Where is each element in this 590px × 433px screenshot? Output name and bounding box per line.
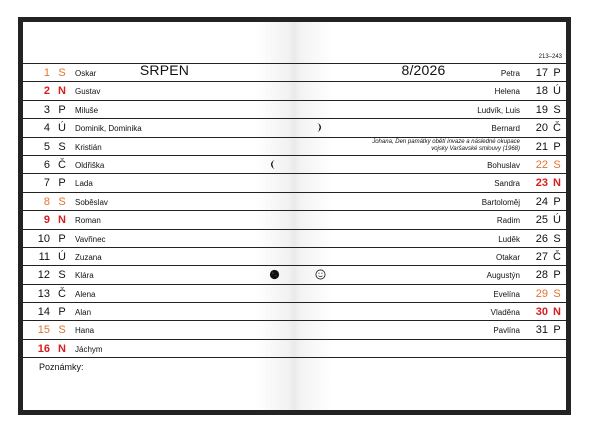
left-weekday: Č [58,158,66,171]
right-weekday: Č [553,122,561,135]
day-rows [23,63,566,358]
left-weekday: P [58,177,66,190]
right-day-number: 23 [535,177,548,190]
right-weekday: Č [553,250,561,263]
day-row [23,100,566,118]
day-row [23,192,566,210]
notes-divider [23,357,566,358]
right-nameday: Helena [494,87,520,97]
left-weekday: S [58,269,66,282]
first-quarter-moon-icon [312,122,323,133]
left-nameday: Jáchym [75,344,103,354]
day-of-year-range: 213–243 [538,54,562,60]
left-day-number: 3 [43,103,50,116]
right-day-number: 17 [535,67,548,79]
left-nameday: Oldřiška [75,160,105,170]
right-weekday: Ú [553,85,561,98]
right-nameday: Radim [496,216,520,226]
left-nameday: Klára [75,271,94,281]
left-weekday: P [58,103,66,116]
day-row [23,155,566,173]
right-day-number: 18 [535,85,548,98]
day-row [23,284,566,302]
left-weekday: Ú [58,250,66,263]
planner-cover [18,17,571,415]
left-day-number: 14 [37,306,50,319]
day-row [23,137,566,155]
last-quarter-moon-icon [269,159,280,170]
left-nameday: Hana [75,326,95,336]
left-day-number: 1 [43,67,50,79]
left-nameday: Miluše [75,105,99,115]
right-nameday: Luděk [498,234,520,244]
calendar-page-spread [23,22,566,410]
left-day-number: 7 [43,177,50,190]
right-nameday-note: Johana, Den památky obětí invaze a následné okupace vojsky Varšavské smlouvy (1968) [372,138,520,152]
day-row [23,173,566,191]
month-title: SRPEN [139,62,190,78]
left-nameday: Alan [75,308,92,318]
left-day-number: 11 [38,250,50,263]
right-day-number: 31 [535,324,548,337]
left-day-number: 13 [37,287,50,300]
right-nameday: Vladěna [490,308,520,318]
right-weekday: S [553,287,561,300]
right-day-number: 27 [535,250,548,263]
left-nameday: Alena [75,289,96,299]
left-weekday: S [58,324,66,337]
right-nameday: Bartoloměj [481,197,520,207]
right-day-number: 24 [535,195,548,208]
right-day-number: 19 [535,103,548,116]
left-day-number: 6 [43,158,50,171]
left-nameday: Oskar [75,69,97,78]
left-weekday: N [58,85,66,98]
right-weekday: S [553,232,561,245]
left-weekday: S [58,195,66,208]
right-nameday: Ludvík, Luis [477,105,520,115]
right-weekday: N [553,306,561,319]
right-day-number: 25 [535,214,548,227]
left-weekday: N [58,214,66,227]
day-row [23,210,566,228]
full-moon-icon [315,269,326,280]
right-day-number: 28 [535,269,548,282]
right-weekday: S [553,103,561,116]
day-row [23,229,566,247]
left-day-number: 10 [37,232,50,245]
right-nameday: Bernard [491,124,520,134]
right-nameday: Otakar [495,252,520,262]
left-nameday: Soběslav [75,197,108,207]
new-moon-icon [269,269,280,280]
right-day-number: 20 [535,122,548,135]
day-row [23,339,566,357]
right-day-number: 21 [535,140,548,153]
left-weekday: N [58,342,66,355]
right-day-number: 29 [535,287,548,300]
day-row [23,118,566,136]
day-row [23,265,566,283]
left-nameday: Vavřinec [75,234,106,244]
right-weekday: Ú [553,214,561,227]
right-weekday: N [553,177,561,190]
left-weekday: P [58,306,66,319]
right-nameday: Sandra [494,179,520,189]
day-row [23,247,566,265]
left-nameday: Zuzana [75,252,102,262]
left-weekday: S [58,67,66,79]
left-weekday: Č [58,287,66,300]
day-row [23,320,566,338]
left-nameday: Gustav [75,87,101,97]
left-day-number: 2 [43,85,50,98]
right-day-number: 30 [535,306,548,319]
day-row [23,81,566,99]
left-day-number: 9 [43,214,50,227]
right-nameday: Augustýn [486,271,520,281]
right-nameday: Pavlína [493,326,520,336]
left-day-number: 15 [37,324,50,337]
right-day-number: 26 [535,232,548,245]
day-row [23,63,566,81]
right-weekday: P [553,195,561,208]
left-day-number: 16 [37,342,50,355]
right-nameday: Petra [500,69,520,78]
month-year: 8/2026 [401,62,446,78]
left-day-number: 12 [37,269,50,282]
left-weekday: P [58,232,66,245]
day-row [23,302,566,320]
right-weekday: P [553,324,561,337]
left-day-number: 5 [43,140,50,153]
right-nameday: Bohuslav [487,160,520,170]
right-weekday: P [553,269,561,282]
right-nameday: Evelína [493,289,520,299]
left-nameday: Roman [75,216,101,226]
notes-label: Poznámky: [39,362,84,372]
left-nameday: Dominik, Dominika [75,124,142,134]
left-weekday: Ú [58,122,66,135]
left-weekday: S [58,140,66,153]
left-day-number: 8 [43,195,50,208]
left-nameday: Kristián [75,142,102,152]
right-day-number: 22 [535,158,548,171]
right-weekday: P [553,140,561,153]
left-day-number: 4 [43,122,50,135]
left-nameday: Lada [75,179,93,189]
right-weekday: S [553,158,561,171]
right-weekday: P [553,67,561,79]
